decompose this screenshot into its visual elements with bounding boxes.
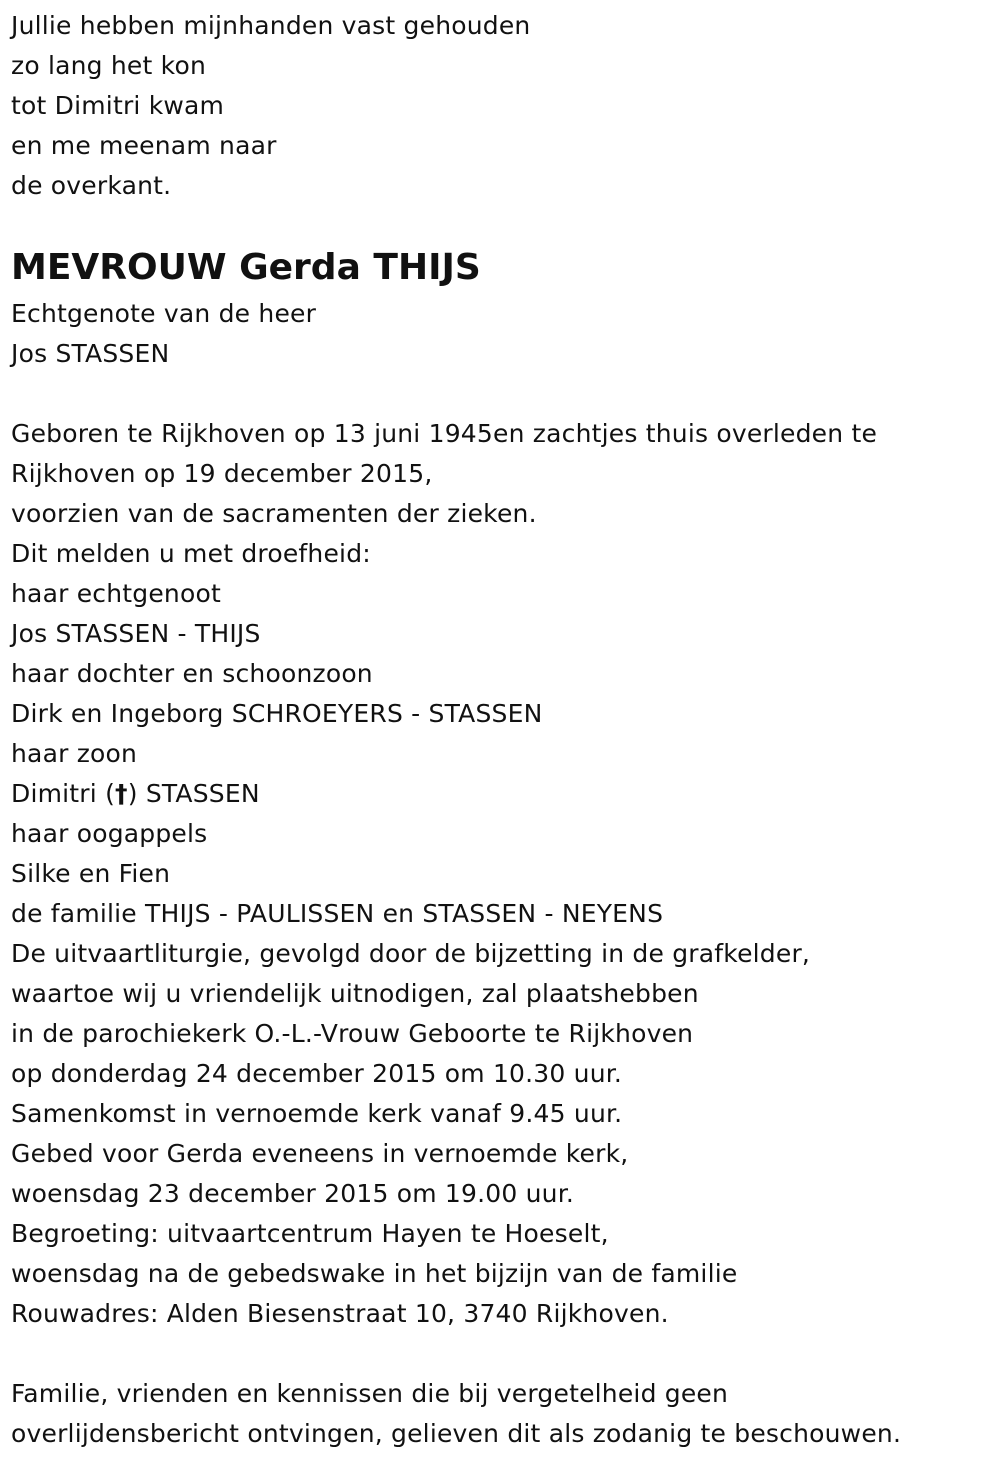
spacer [11, 374, 1000, 414]
dimitri-line [11, 774, 1000, 814]
dimitri-suffix: ) STASSEN [127, 779, 260, 808]
poem-line: tot Dimitri kwam [11, 91, 225, 120]
body-line: Silke en Fien [11, 859, 171, 888]
spacer [11, 1334, 1000, 1374]
body-line: Gebed voor Gerda eveneens in vernoemde kerk, [11, 1139, 629, 1168]
body-line: Dit melden u met droefheid: [11, 539, 371, 568]
body-line: haar dochter en schoonzoon [11, 659, 373, 688]
body-line: haar oogappels [11, 819, 208, 848]
poem-line: en me meenam naar [11, 131, 277, 160]
closing-line: overlijdensbericht ontvingen, gelieven dit als zodanig te beschouwen. [11, 1419, 902, 1448]
cross-icon: † [115, 779, 128, 808]
body-line: Dirk en Ingeborg SCHROEYERS - STASSEN [11, 699, 543, 728]
spouse-line: Echtgenote van de heer [11, 299, 317, 328]
poem-line: zo lang het kon [11, 51, 206, 80]
poem [11, 6, 1000, 206]
body-line: Rijkhoven op 19 december 2015, [11, 459, 433, 488]
body-line: haar echtgenoot [11, 579, 221, 608]
body-line: de familie THIJS - PAULISSEN en STASSEN - NEYENS [11, 899, 664, 928]
announcement-body [11, 414, 1000, 1334]
poem-line: Jullie hebben mijnhanden vast gehouden [11, 11, 531, 40]
body-line: haar zoon [11, 739, 138, 768]
body-line: woensdag 23 december 2015 om 19.00 uur. [11, 1179, 575, 1208]
closing-line: Familie, vrienden en kennissen die bij vergetelheid geen [11, 1379, 729, 1408]
body-line: voorzien van de sacramenten der zieken. [11, 499, 537, 528]
body-line: op donderdag 24 december 2015 om 10.30 uur. [11, 1059, 623, 1088]
body-line: waartoe wij u vriendelijk uitnodigen, zal plaatshebben [11, 979, 699, 1008]
closing-note [11, 1374, 1000, 1454]
body-line: in de parochiekerk O.-L.-Vrouw Geboorte te Rijkhoven [11, 1019, 694, 1048]
body-line: Jos STASSEN - THIJS [11, 619, 261, 648]
body-line: Begroeting: uitvaartcentrum Hayen te Hoeselt, [11, 1219, 609, 1248]
body-line: De uitvaartliturgie, gevolgd door de bijzetting in de grafkelder, [11, 939, 811, 968]
body-line: Rouwadres: Alden Biesenstraat 10, 3740 Rijkhoven. [11, 1299, 669, 1328]
poem-line: de overkant. [11, 171, 172, 200]
dimitri-prefix: Dimitri ( [11, 779, 116, 808]
body-line: Geboren te Rijkhoven op 13 juni 1945en zachtjes thuis overleden te [11, 419, 878, 448]
body-line: Samenkomst in vernoemde kerk vanaf 9.45 uur. [11, 1099, 623, 1128]
spouse-line: Jos STASSEN [11, 339, 170, 368]
body-line: woensdag na de gebedswake in het bijzijn van de familie [11, 1259, 738, 1288]
deceased-name-heading: MEVROUW Gerda THIJS [11, 247, 481, 288]
spouse-info [11, 294, 1000, 374]
